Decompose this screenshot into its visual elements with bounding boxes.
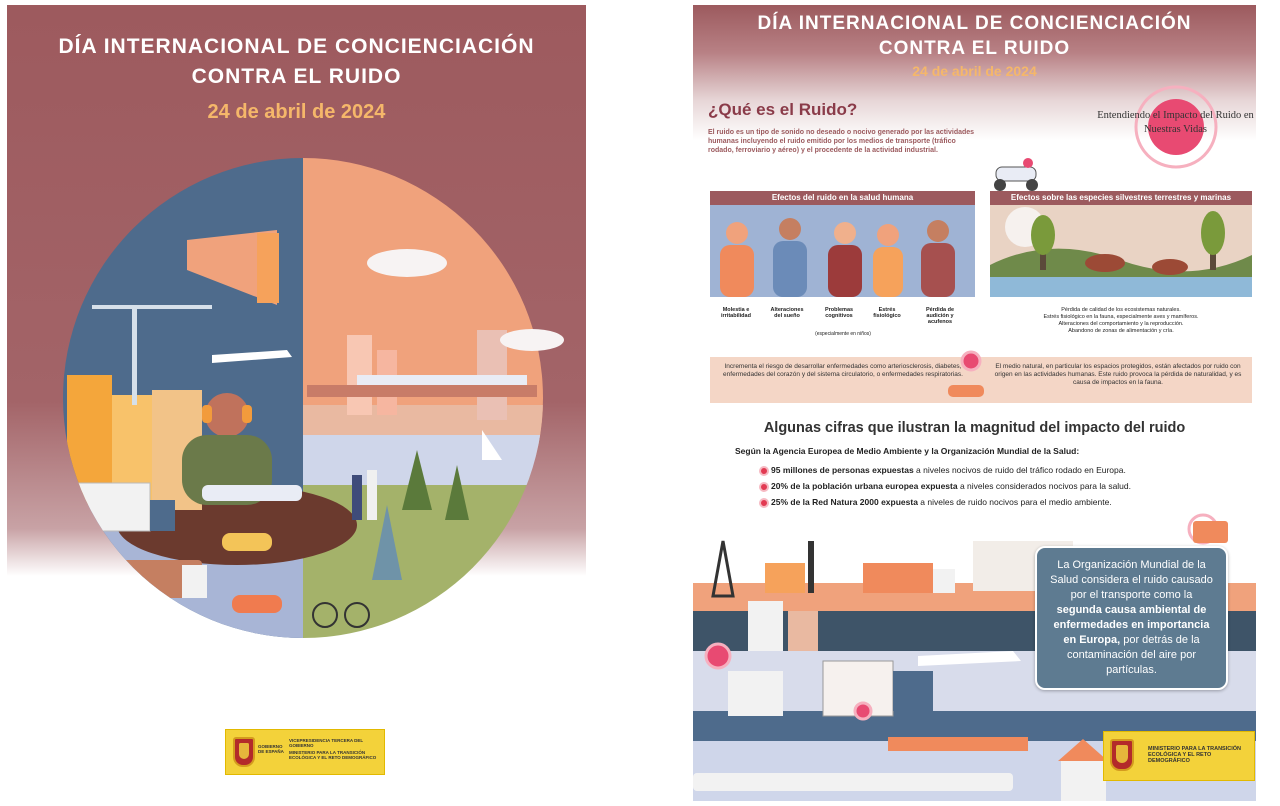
impact-label: Entendiendo el Impacto del Ruido en Nuestras Vidas [1097,110,1254,135]
logo-org1-text: VICEPRESIDENCIA TERCERA DEL GOBIERNO [289,738,364,748]
risk-text: Incrementa el riesgo de desarrollar enfermedades como arteriosclerosis, diabetes, enfermedades del corazón y del sistema circulatorio, o enfermedades respiratorias. [723,363,963,378]
scooter-icon [988,155,1048,195]
figures-heading: Algunas cifras que ilustran la magnitud del impacto del ruido [763,420,1186,436]
gobierno-espana-logo [225,729,385,775]
logo-org2-text: MINISTERIO PARA LA TRANSICIÓN ECOLÓGICA Y EL RETO DEMOGRÁFICO [289,750,377,760]
wildlife-illustration [990,205,1252,297]
health-header: Efectos del ruido en la salud humana [710,191,975,205]
figure-bullet-1: 95 millones de personas expuestas a niveles nocivos de ruido del tráfico rodado en Europa. [761,465,1126,475]
who-callout: La Organización Mundial de la Salud considera el ruido causado por el transporte como la segunda causa ambiental de enfermedades en importancia en Europa, por detrás de la contaminación del aire por partículas. [1035,546,1228,690]
coat-of-arms-icon [233,737,255,767]
health-caption-3: Problemas cognitivos [824,307,854,319]
health-note: (especialmente en niños) [815,331,871,337]
poster-title-line2: CONTRA EL RUIDO [878,38,1071,59]
poster-title-line2: CONTRA EL RUIDO [191,65,402,88]
health-caption-5: Pérdida de audición y acufenos [925,307,955,325]
health-caption-2: Alteraciones del sueño [770,307,804,319]
health-people-illustration [710,205,975,297]
poster-right [693,5,1256,801]
ministerio-logo [1103,731,1255,781]
noise-circle-illustration [7,5,586,798]
what-text: El ruido es un tipo de sonido no deseado o nocivo generado por las actividades humanas incluyendo el ruido emitido por los medios de transporte (tráfico rodado, ferroviario y aéreo) y el procedente de la actividad industrial. [708,129,975,154]
wildlife-text-2: Estrés fisiológico en la fauna, especialmente aves y mamíferos. [1043,314,1199,320]
nature-text: El medio natural, en particular los espacios protegidos, están afectados por ruido con origen en las actividades humanas. Este ruido provoca la pérdida de naturalidad, y es causa de impactos en la fauna. [994,363,1242,386]
wildlife-header: Efectos sobre las especies silvestres terrestres y marinas [990,191,1252,205]
poster-date: 24 de abril de 2024 [207,101,386,123]
figure-bullet-3: 25% de la Red Natura 2000 expuesta a niveles de ruido nocivos para el medio ambiente. [761,497,1112,507]
logo-gov-text: GOBIERNO DE ESPAÑA [258,744,284,754]
figures-source: Según la Agencia Europea de Medio Ambiente y la Organización Mundial de la Salud: [735,446,1080,456]
what-heading: ¿Qué es el Ruido? [708,100,858,119]
figure-bullet-2: 20% de la población urbana europea expuesta a niveles considerados nocivos para la salud. [761,481,1131,491]
health-caption-1: Molestia e irritabilidad [721,307,751,319]
wildlife-text-3: Alteraciones del comportamiento y la reproducción. [1058,321,1184,327]
poster-title-line1: DÍA INTERNACIONAL DE CONCIENCIACIÓN [757,13,1192,34]
wildlife-text-4: Abandono de zonas de alimentación y cría. [1068,328,1174,334]
coat-of-arms-icon [1110,739,1134,771]
logo-org-text: MINISTERIO PARA LA TRANSICIÓN ECOLÓGICA Y EL RETO DEMOGRÁFICO [1148,746,1241,764]
wildlife-text-1: Pérdida de calidad de los ecosistemas naturales. [1061,307,1181,313]
health-caption-4: Estrés fisiológico [873,307,901,319]
poster-left [7,5,586,798]
poster-date: 24 de abril de 2024 [912,63,1037,79]
car-noise-icon [943,347,993,402]
poster-title-line1: DÍA INTERNACIONAL DE CONCIENCIACIÓN [58,35,535,58]
